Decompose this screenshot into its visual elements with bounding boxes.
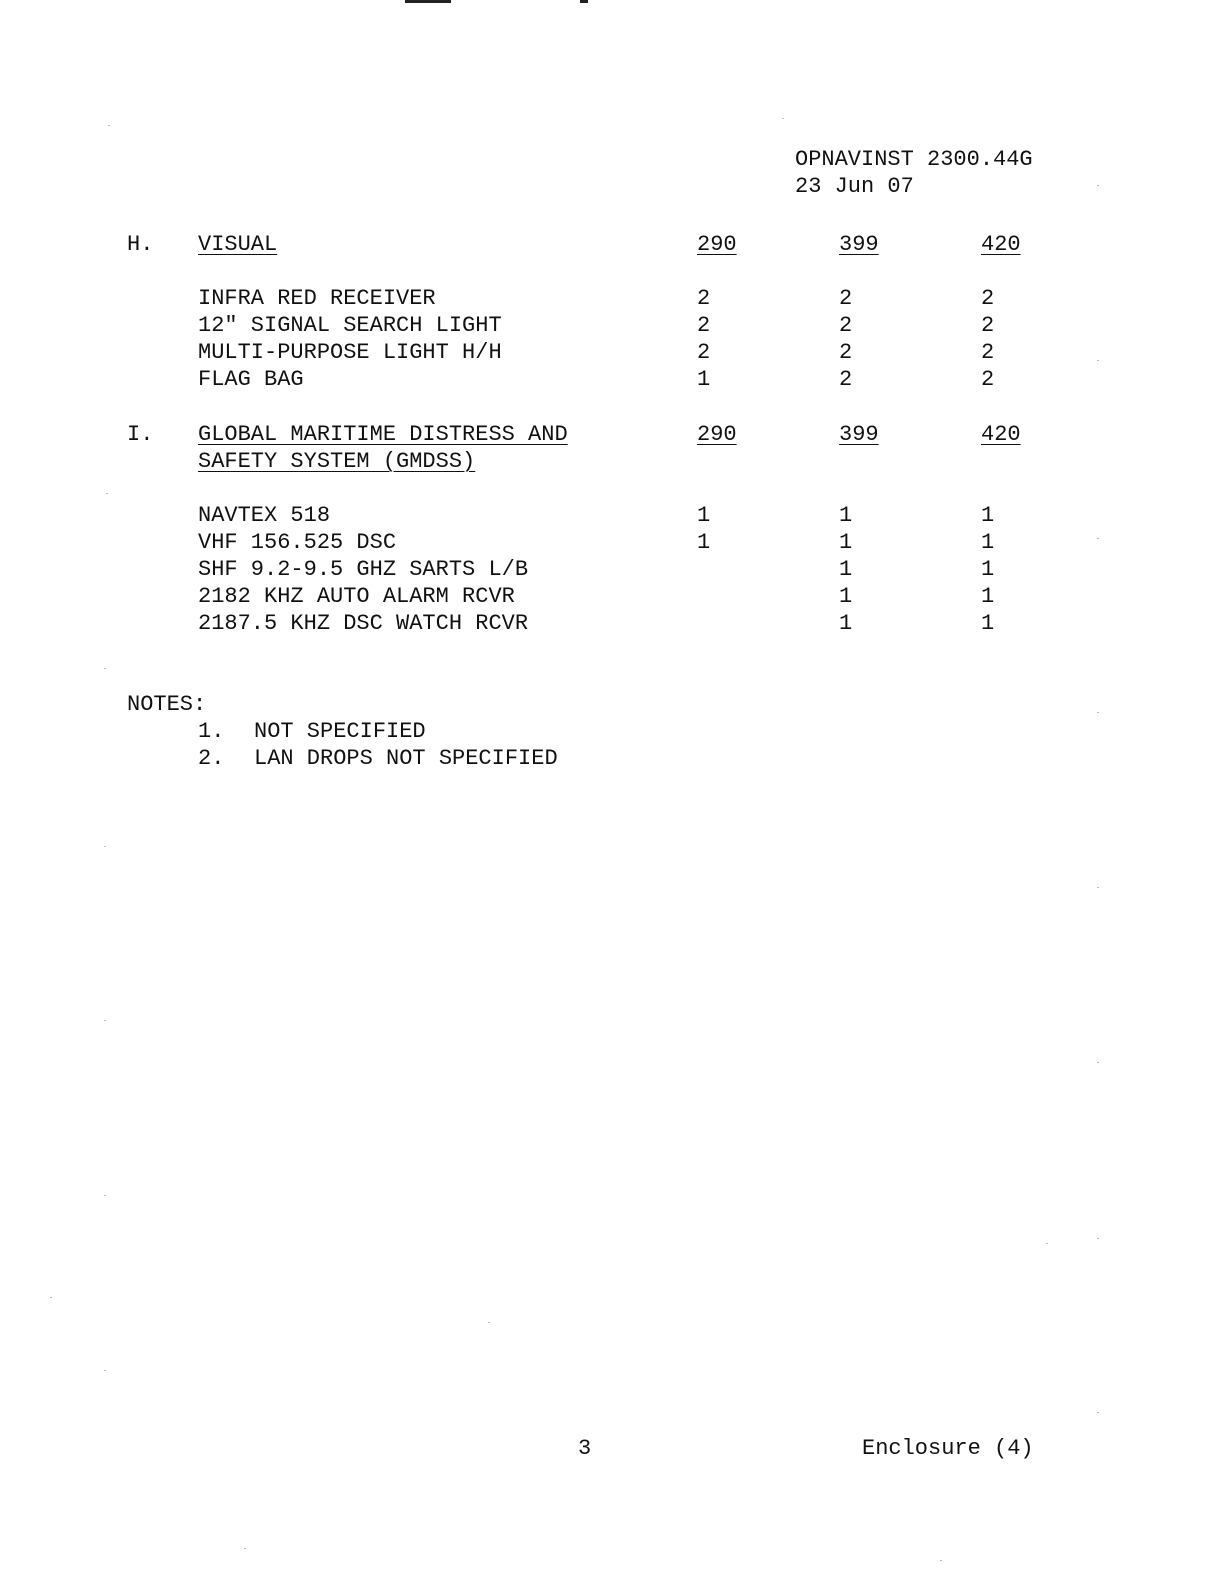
scan-speck bbox=[244, 1548, 246, 1549]
section-h-row-value: 2 bbox=[839, 340, 853, 365]
section-h-row-value: 2 bbox=[839, 286, 853, 311]
section-i-row-value: 1 bbox=[981, 584, 995, 609]
scan-speck bbox=[106, 493, 108, 494]
scan-speck bbox=[1097, 1412, 1099, 1413]
scan-speck bbox=[1046, 1243, 1048, 1244]
section-i-row-value: 1 bbox=[697, 530, 711, 555]
scan-speck bbox=[782, 118, 784, 119]
section-i-row-value: 1 bbox=[839, 584, 853, 609]
section-h-row-value: 1 bbox=[697, 367, 711, 392]
section-i-row-value: 1 bbox=[839, 503, 853, 528]
section-h-row-value: 2 bbox=[697, 340, 711, 365]
scan-speck bbox=[104, 1370, 106, 1371]
section-h-row-value: 2 bbox=[981, 340, 995, 365]
section-i-col-290: 290 bbox=[697, 422, 737, 447]
scan-speck bbox=[1097, 1062, 1099, 1063]
section-i-row-value: 1 bbox=[981, 557, 995, 582]
section-h-letter: H. bbox=[127, 232, 154, 257]
section-i-row-label: SHF 9.2-9.5 GHZ SARTS L/B bbox=[198, 557, 529, 582]
section-i-row-value: 1 bbox=[981, 503, 995, 528]
section-h-row-value: 2 bbox=[839, 367, 853, 392]
section-h-row-value: 2 bbox=[981, 313, 995, 338]
section-h-title: VISUAL bbox=[198, 232, 278, 257]
section-h-row-label: MULTI-PURPOSE LIGHT H/H bbox=[198, 340, 502, 365]
scan-speck bbox=[488, 1322, 490, 1323]
document-date: 23 Jun 07 bbox=[795, 174, 914, 199]
section-h-row-label: FLAG BAG bbox=[198, 367, 304, 392]
section-h-col-420: 420 bbox=[981, 232, 1021, 257]
section-i-row-value: 1 bbox=[981, 611, 995, 636]
section-i-letter: I. bbox=[127, 422, 154, 447]
section-i-title: GLOBAL MARITIME DISTRESS AND bbox=[198, 422, 568, 447]
note-text: NOT SPECIFIED bbox=[254, 719, 426, 744]
note-number: 1. bbox=[198, 719, 225, 744]
scan-speck bbox=[104, 846, 106, 847]
section-i-row-value: 1 bbox=[839, 557, 853, 582]
section-h-col-399: 399 bbox=[839, 232, 879, 257]
enclosure-label: Enclosure (4) bbox=[862, 1436, 1034, 1461]
section-i-row-label: VHF 156.525 DSC bbox=[198, 530, 397, 555]
scan-speck bbox=[1097, 360, 1099, 361]
section-h-row-value: 2 bbox=[697, 313, 711, 338]
note-text: LAN DROPS NOT SPECIFIED bbox=[254, 746, 558, 771]
scan-speck bbox=[940, 1560, 942, 1561]
section-i-col-420: 420 bbox=[981, 422, 1021, 447]
note-number: 2. bbox=[198, 746, 225, 771]
scan-artifact bbox=[405, 0, 451, 3]
scan-speck bbox=[1097, 185, 1099, 186]
section-i-row-value: 1 bbox=[839, 611, 853, 636]
scan-speck bbox=[104, 668, 106, 669]
section-i-col-399: 399 bbox=[839, 422, 879, 447]
section-i-row-value: 1 bbox=[839, 530, 853, 555]
page-number: 3 bbox=[578, 1436, 592, 1461]
section-h-row-label: INFRA RED RECEIVER bbox=[198, 286, 436, 311]
section-i-row-label: 2182 KHZ AUTO ALARM RCVR bbox=[198, 584, 515, 609]
section-h-row-value: 2 bbox=[981, 367, 995, 392]
scan-speck bbox=[1097, 887, 1099, 888]
section-i-title-line2: SAFETY SYSTEM (GMDSS) bbox=[198, 449, 476, 474]
scan-speck bbox=[108, 125, 110, 126]
section-i-row-value: 1 bbox=[981, 530, 995, 555]
section-i-row-value: 1 bbox=[697, 503, 711, 528]
section-i-row-label: 2187.5 KHZ DSC WATCH RCVR bbox=[198, 611, 529, 636]
scan-speck bbox=[50, 1297, 52, 1298]
document-id: OPNAVINST 2300.44G bbox=[795, 147, 1033, 172]
scan-speck bbox=[1097, 712, 1099, 713]
section-h-row-value: 2 bbox=[981, 286, 995, 311]
section-h-row-value: 2 bbox=[697, 286, 711, 311]
scan-speck bbox=[104, 1195, 106, 1196]
scan-speck bbox=[1097, 1238, 1099, 1239]
section-i-row-label: NAVTEX 518 bbox=[198, 503, 331, 528]
section-h-row-label: 12″ SIGNAL SEARCH LIGHT bbox=[198, 313, 502, 338]
section-h-col-290: 290 bbox=[697, 232, 737, 257]
scan-speck bbox=[1097, 538, 1099, 539]
notes-heading: NOTES: bbox=[127, 692, 207, 717]
section-h-row-value: 2 bbox=[839, 313, 853, 338]
scan-artifact bbox=[580, 0, 588, 3]
scan-speck bbox=[104, 1020, 106, 1021]
